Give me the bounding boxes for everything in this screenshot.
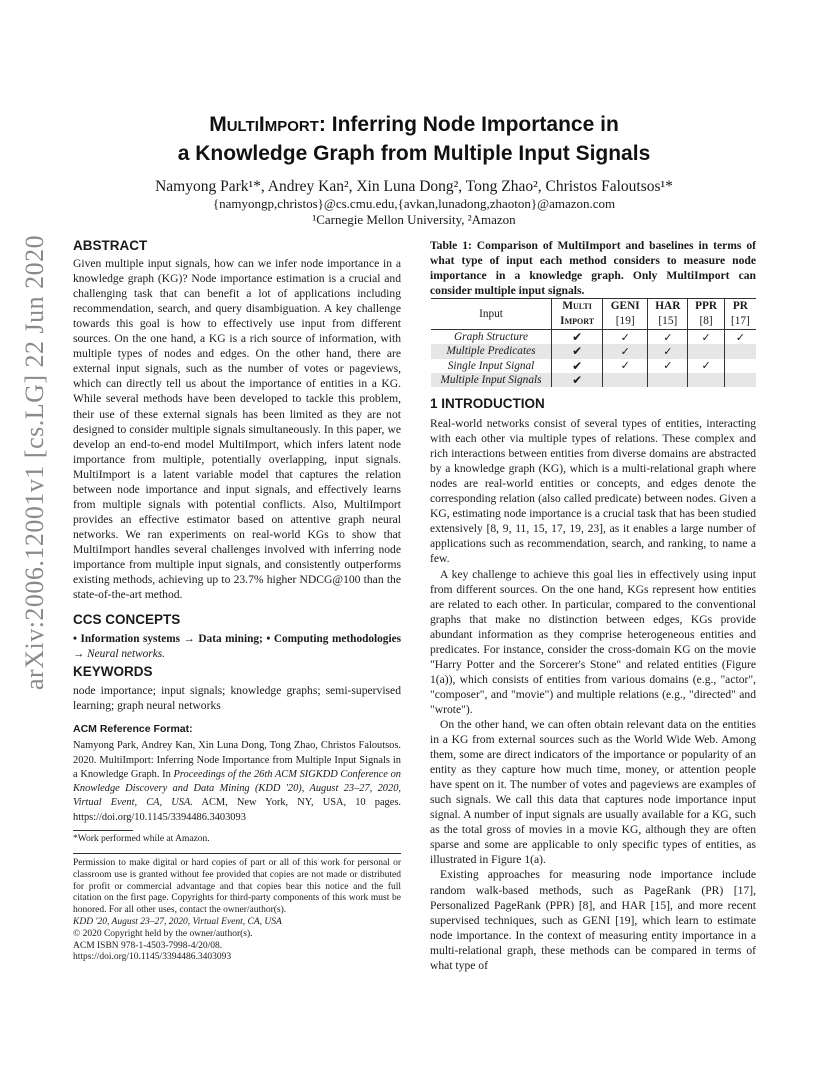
introduction-heading: 1 INTRODUCTION — [430, 396, 545, 411]
acm-reference-heading: ACM Reference Format: — [73, 723, 193, 735]
table-col-subheader: [17] — [724, 314, 756, 329]
table-cell: ✓ — [603, 344, 648, 358]
keywords-section — [73, 664, 401, 713]
table-col-header: HAR — [648, 299, 688, 314]
table-cell: ✓ — [603, 330, 648, 344]
footnote-rule — [73, 830, 133, 831]
table-row — [431, 330, 756, 344]
table-cell: ✓ — [648, 344, 688, 358]
permission-copyright: © 2020 Copyright held by the owner/author(s). — [73, 928, 253, 939]
table-cell: ✓ — [724, 330, 756, 344]
table-row-label: Multiple Predicates — [431, 344, 552, 358]
keywords-text: node importance; input signals; knowledge graphs; semi-supervised learning; graph neural networks — [73, 684, 401, 713]
table-row-label: Graph Structure — [454, 331, 528, 344]
table-cell: ✓ — [648, 359, 688, 373]
table-cell: ✓ — [603, 359, 648, 373]
table-col-subheader: Import — [552, 314, 603, 329]
permission-venue: KDD '20, August 23–27, 2020, Virtual Event, CA, USA — [73, 916, 282, 927]
table-cell: ✔ — [552, 373, 603, 387]
author-list: Namyong Park¹*, Andrey Kan², Xin Luna Dong², Tong Zhao², Christos Faloutsos¹* — [155, 178, 673, 195]
author-affiliations: ¹Carnegie Mellon University, ²Amazon — [312, 212, 516, 227]
table-row-label: Single Input Signal — [447, 359, 535, 372]
intro-paragraph-1: Real-world networks consist of several types of entities, interacting with each other via multiple types of relations. These complex and rich interactions between entities from diverse domains are abstracted by a knowledge graph (KG), which is a multi-relational graph where nodes are real-world entities or concepts, and edges denote the corresponding relation (also called predicate) between nodes. Given a KG, estimating node importance is a crucial task that has been studied extensively [8, 9, 11, 15, 17, 19, 23], as it enables a large number of applications such as recommendation, search, and ranking, to name a few. — [430, 417, 756, 566]
intro-paragraph-3: On the other hand, we can often obtain relevant data on the entities in a KG from external sources such as the World Wide Web. Among them, some are direct indicators of the importance or popularity of an entity as they capture how much time, money, or attention people have spent on it. The number of votes and pageviews are examples of such signals. We call this data that captures node importance input signal. A number of input signals are usually available for a KG, such as the total gross of movies in a movie KG, although they are often sparse and some are applicable to only specific types of entities, as illustrated in Figure 1(a). — [430, 717, 756, 867]
table-cell: ✔ — [552, 359, 603, 373]
author-emails: {namyongp,christos}@cs.cmu.edu,{avkan,lunadong,zhaoton}@amazon.com — [212, 196, 616, 211]
table-col-subheader: [8] — [688, 314, 724, 329]
table-cell: ✓ — [648, 330, 688, 344]
abstract-section — [73, 238, 401, 602]
table-col-header: PR — [724, 299, 756, 314]
introduction-section — [430, 396, 756, 973]
ccs-section — [73, 612, 401, 662]
table-cell: ✔ — [552, 344, 603, 358]
intro-paragraph-2: A key challenge to achieve this goal lies in effectively using input from different sources. On the one hand, KGs represent how entities are related to each other. In particular, compared to the conventional graphs that make no distinction between edges, KGs provide abundant information as they comprise heterogeneous entities and predicates. For instance, consider the cross-domain KG on the movie "Harry Potter and the Sorcerer's Stone" and related entities (Figure 1(a)), which consists of entities from various domains (e.g., "actor", "composer", and "movie") and multiple relations (e.g., "directed" and "wrote"). — [430, 567, 756, 716]
permission-doi: https://doi.org/10.1145/3394486.3403093 — [73, 952, 232, 963]
acm-reference — [73, 722, 401, 825]
table-cell: ✓ — [688, 330, 724, 344]
keywords-heading: KEYWORDS — [73, 664, 153, 679]
arxiv-stamp: arXiv:2006.12001v1 [cs.LG] 22 Jun 2020 — [20, 234, 49, 690]
title-model-name: MultiImport — [209, 113, 319, 136]
table-cell — [724, 373, 756, 387]
table-cell: ✔ — [552, 330, 603, 344]
table-col-subheader: [19] — [603, 314, 648, 329]
table-row — [431, 359, 756, 373]
table-input-header: Input — [479, 307, 503, 320]
table-cell — [688, 373, 724, 387]
table-col-header: GENI — [603, 299, 648, 314]
table-col-subheader: [15] — [648, 314, 688, 329]
ccs-heading: CCS CONCEPTS — [73, 612, 181, 627]
acm-reference-text: Namyong Park, Andrey Kan, Xin Luna Dong, Tong Zhao, Christos Faloutsos. 2020. MultiImport: Inferring Node Importance from Multiple Input Signals in a Knowledge Graph. In Proceedings of the 26th ACM SIGKDD Conference on Knowledge Discovery and Data Mining (KDD '20), August 23–27, 2020, Virtual Event, CA, USA. ACM, New York, NY, USA, 10 pages. https://doi.org/10.1145/3394486.3403093 — [73, 740, 402, 823]
permission-isbn: ACM ISBN 978-1-4503-7998-4/20/08. — [73, 940, 223, 951]
table-col-header: PPR — [688, 299, 724, 314]
abstract-heading: ABSTRACT — [73, 238, 148, 253]
table-col-header: Multi — [552, 299, 603, 314]
ccs-text: • Information systems → Data mining; • Computing methodologies → Neural networks. — [73, 633, 402, 661]
permission-text: Permission to make digital or hard copies of part or all of this work for personal or classroom use is granted without fee provided that copies are not made or distributed for profit or commercial advantage and that copies bear this notice and the full citation on the first page. Copyrights for third-party components of this work must be honored. For all other uses, contact the owner/author(s). — [73, 858, 401, 916]
footnote: *Work performed while at Amazon. — [73, 834, 210, 844]
permission-rule — [73, 853, 401, 854]
comparison-table — [431, 298, 756, 387]
permission-block — [73, 858, 401, 964]
table-row — [431, 344, 756, 358]
table-cell: ✓ — [688, 359, 724, 373]
table-cell — [724, 359, 756, 373]
table-cell — [648, 373, 688, 387]
table-cell — [603, 373, 648, 387]
table-cell — [688, 344, 724, 358]
title-line1-rest: : Inferring Node Importance in — [318, 113, 619, 136]
intro-paragraph-4: Existing approaches for measuring node importance include random walk-based methods, such as PageRank (PR) [17], Personalized PageRank (PPR) [8], and HAR [15], and more recent supervised techniques, such as GENI [19], which learn to estimate node importance. In the context of measuring entity importance in a multi-relational graph, these methods can be compared in terms of what type of — [430, 868, 756, 972]
title-line2: a Knowledge Graph from Multiple Input Signals — [177, 142, 651, 165]
table-row — [431, 373, 756, 387]
table-cell — [724, 344, 756, 358]
table-row-label: Multiple Input Signals — [431, 373, 552, 387]
table-caption: Table 1: Comparison of MultiImport and baselines in terms of what type of input each method considers to measure node importance in a knowledge graph. Only MultiImport can consider multiple input signals. — [430, 239, 756, 297]
paper-title — [0, 110, 828, 168]
abstract-text: Given multiple input signals, how can we infer node importance in a knowledge graph (KG)? Node importance estimation is a crucial and challenging task that can benefit a lot of applications including recommendation, search, and query disambiguation. A key challenge towards this goal is how to effectively use input from different sources. On the one hand, a KG is a rich source of information, with multiple types of nodes and edges. On the other hand, there are external input signals, such as the number of votes or pageviews, which can directly tell us about the importance of entities in a KG. While several methods have been developed to tackle this problem, their use of these external signals has been limited as they are not designed to consider multiple signals simultaneously. In this paper, we develop an end-to-end model MultiImport, which infers latent node importance from multiple, potentially overlapping, input signals. MultiImport is a latent variable model that captures the relation between node importance and input signals, and effectively learns from multiple signals with potential conflicts. Also, MultiImport provides an effective estimator based on attentive graph neural networks. We ran experiments on real-world KGs to show that MultiImport handles several challenges involved with inferring node importance from multiple input signals, and consistently outperforms existing methods, achieving up to 23.7% higher NDCG@100 than the state-of-the-art method. — [73, 257, 401, 602]
